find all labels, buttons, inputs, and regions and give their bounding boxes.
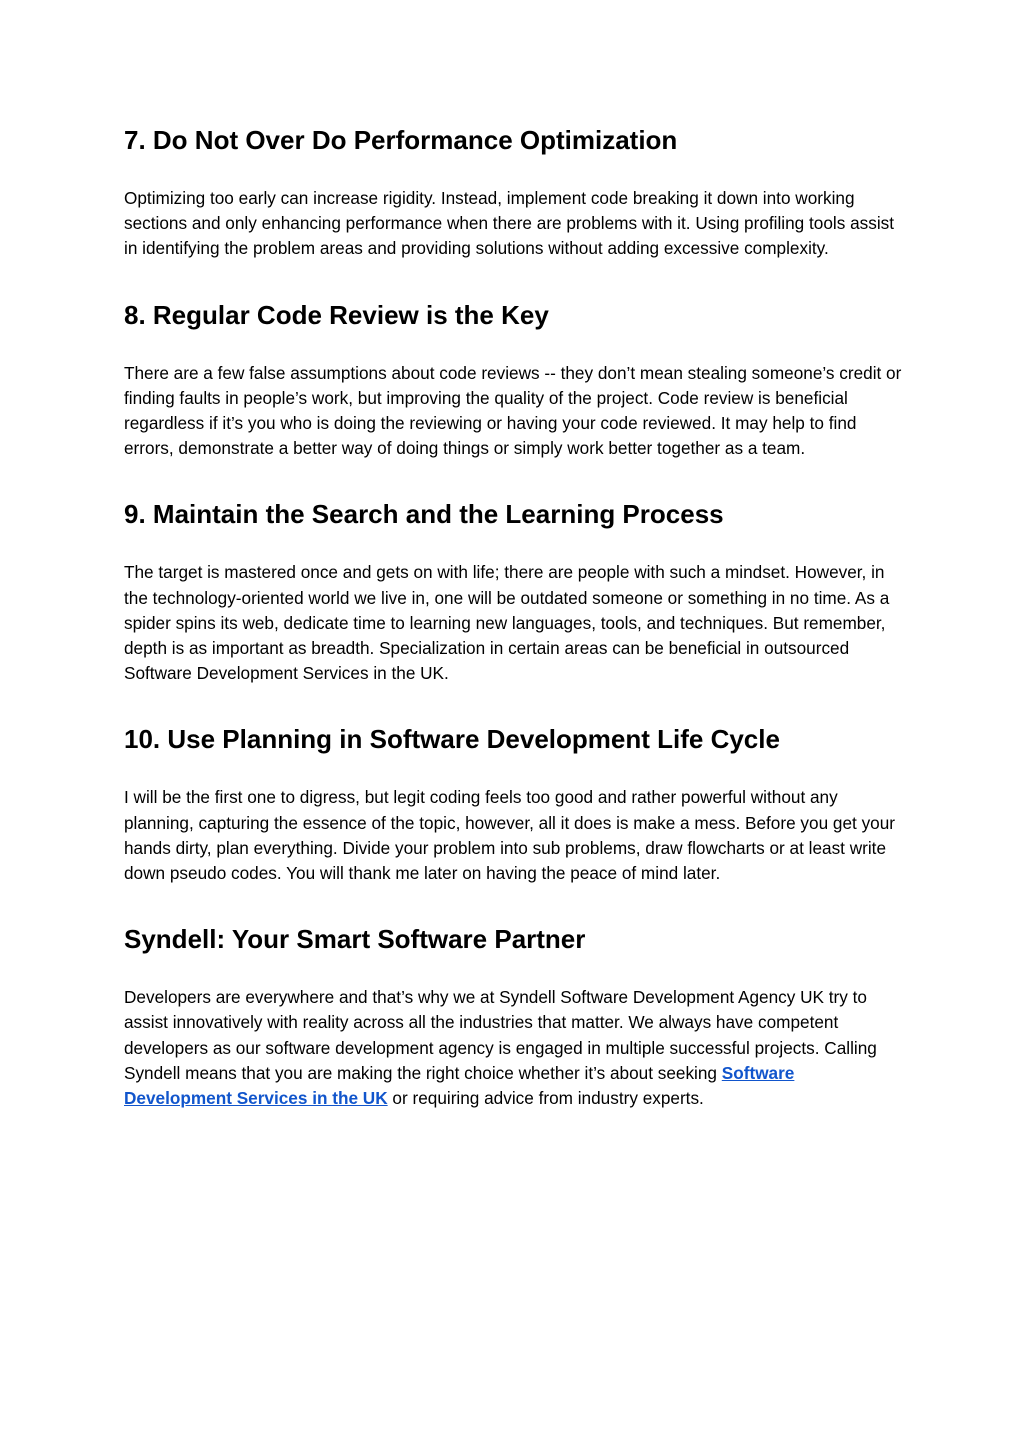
document-content bbox=[124, 120, 904, 1111]
section-heading-7: 7. Do Not Over Do Performance Optimization bbox=[124, 125, 678, 155]
syndell-body-before-link: Developers are everywhere and that’s why we at Syndell Software Development Agency UK try to assist innovatively with reality across all the industries that matter. We always have competent developers as our software development agency is engaged in multiple successful projects. Calling Syndell means that you are making the right choice whether it’s about seeking bbox=[124, 987, 877, 1083]
section-body-8: There are a few false assumptions about code reviews -- they don’t mean stealing someone’s credit or finding faults in people’s work, but improving the quality of the project. Code review is beneficial regardless if it’s you who is doing the reviewing or having your code reviewed. It may help to find errors, demonstrate a better way of doing things or simply work better together as a team. bbox=[124, 362, 902, 459]
section-body-syndell bbox=[124, 985, 904, 1111]
software-development-services-link[interactable]: Software Development Services in the UK bbox=[124, 1062, 795, 1109]
section-body-10: I will be the first one to digress, but legit coding feels too good and rather powerful without any planning, capturing the essence of the topic, however, all it does is make a mess. Before you get your hands dirty, plan everything. Divide your problem into sub problems, draw flowcharts or at least write down pseudo codes. You will thank me later on having the peace of mind later. bbox=[124, 787, 896, 884]
section-heading-8: 8. Regular Code Review is the Key bbox=[124, 299, 549, 330]
syndell-body-after-link: or requiring advice from industry experts. bbox=[387, 1088, 704, 1109]
section-body-9: The target is mastered once and gets on with life; there are people with such a mindset. However, in the technology-oriented world we live in, one will be outdated someone or something in no time. As a spider spins its web, dedicate time to learning new languages, tools, and techniques. But remember, depth is as important as breadth. Specialization in certain areas can be beneficial in outsourced Software Development Services in the UK. bbox=[124, 562, 890, 684]
section-heading-10: 10. Use Planning in Software Development Life Cycle bbox=[124, 724, 780, 755]
section-heading-syndell: Syndell: Your Smart Software Partner bbox=[124, 924, 586, 955]
section-body-7: Optimizing too early can increase rigidity. Instead, implement code breaking it down into working sections and only enhancing performance when there are problems with it. Using profiling tools assist in identifying the problem areas and providing solutions without adding excessive complexity. bbox=[124, 188, 895, 259]
section-heading-9: 9. Maintain the Search and the Learning Process bbox=[124, 499, 724, 530]
